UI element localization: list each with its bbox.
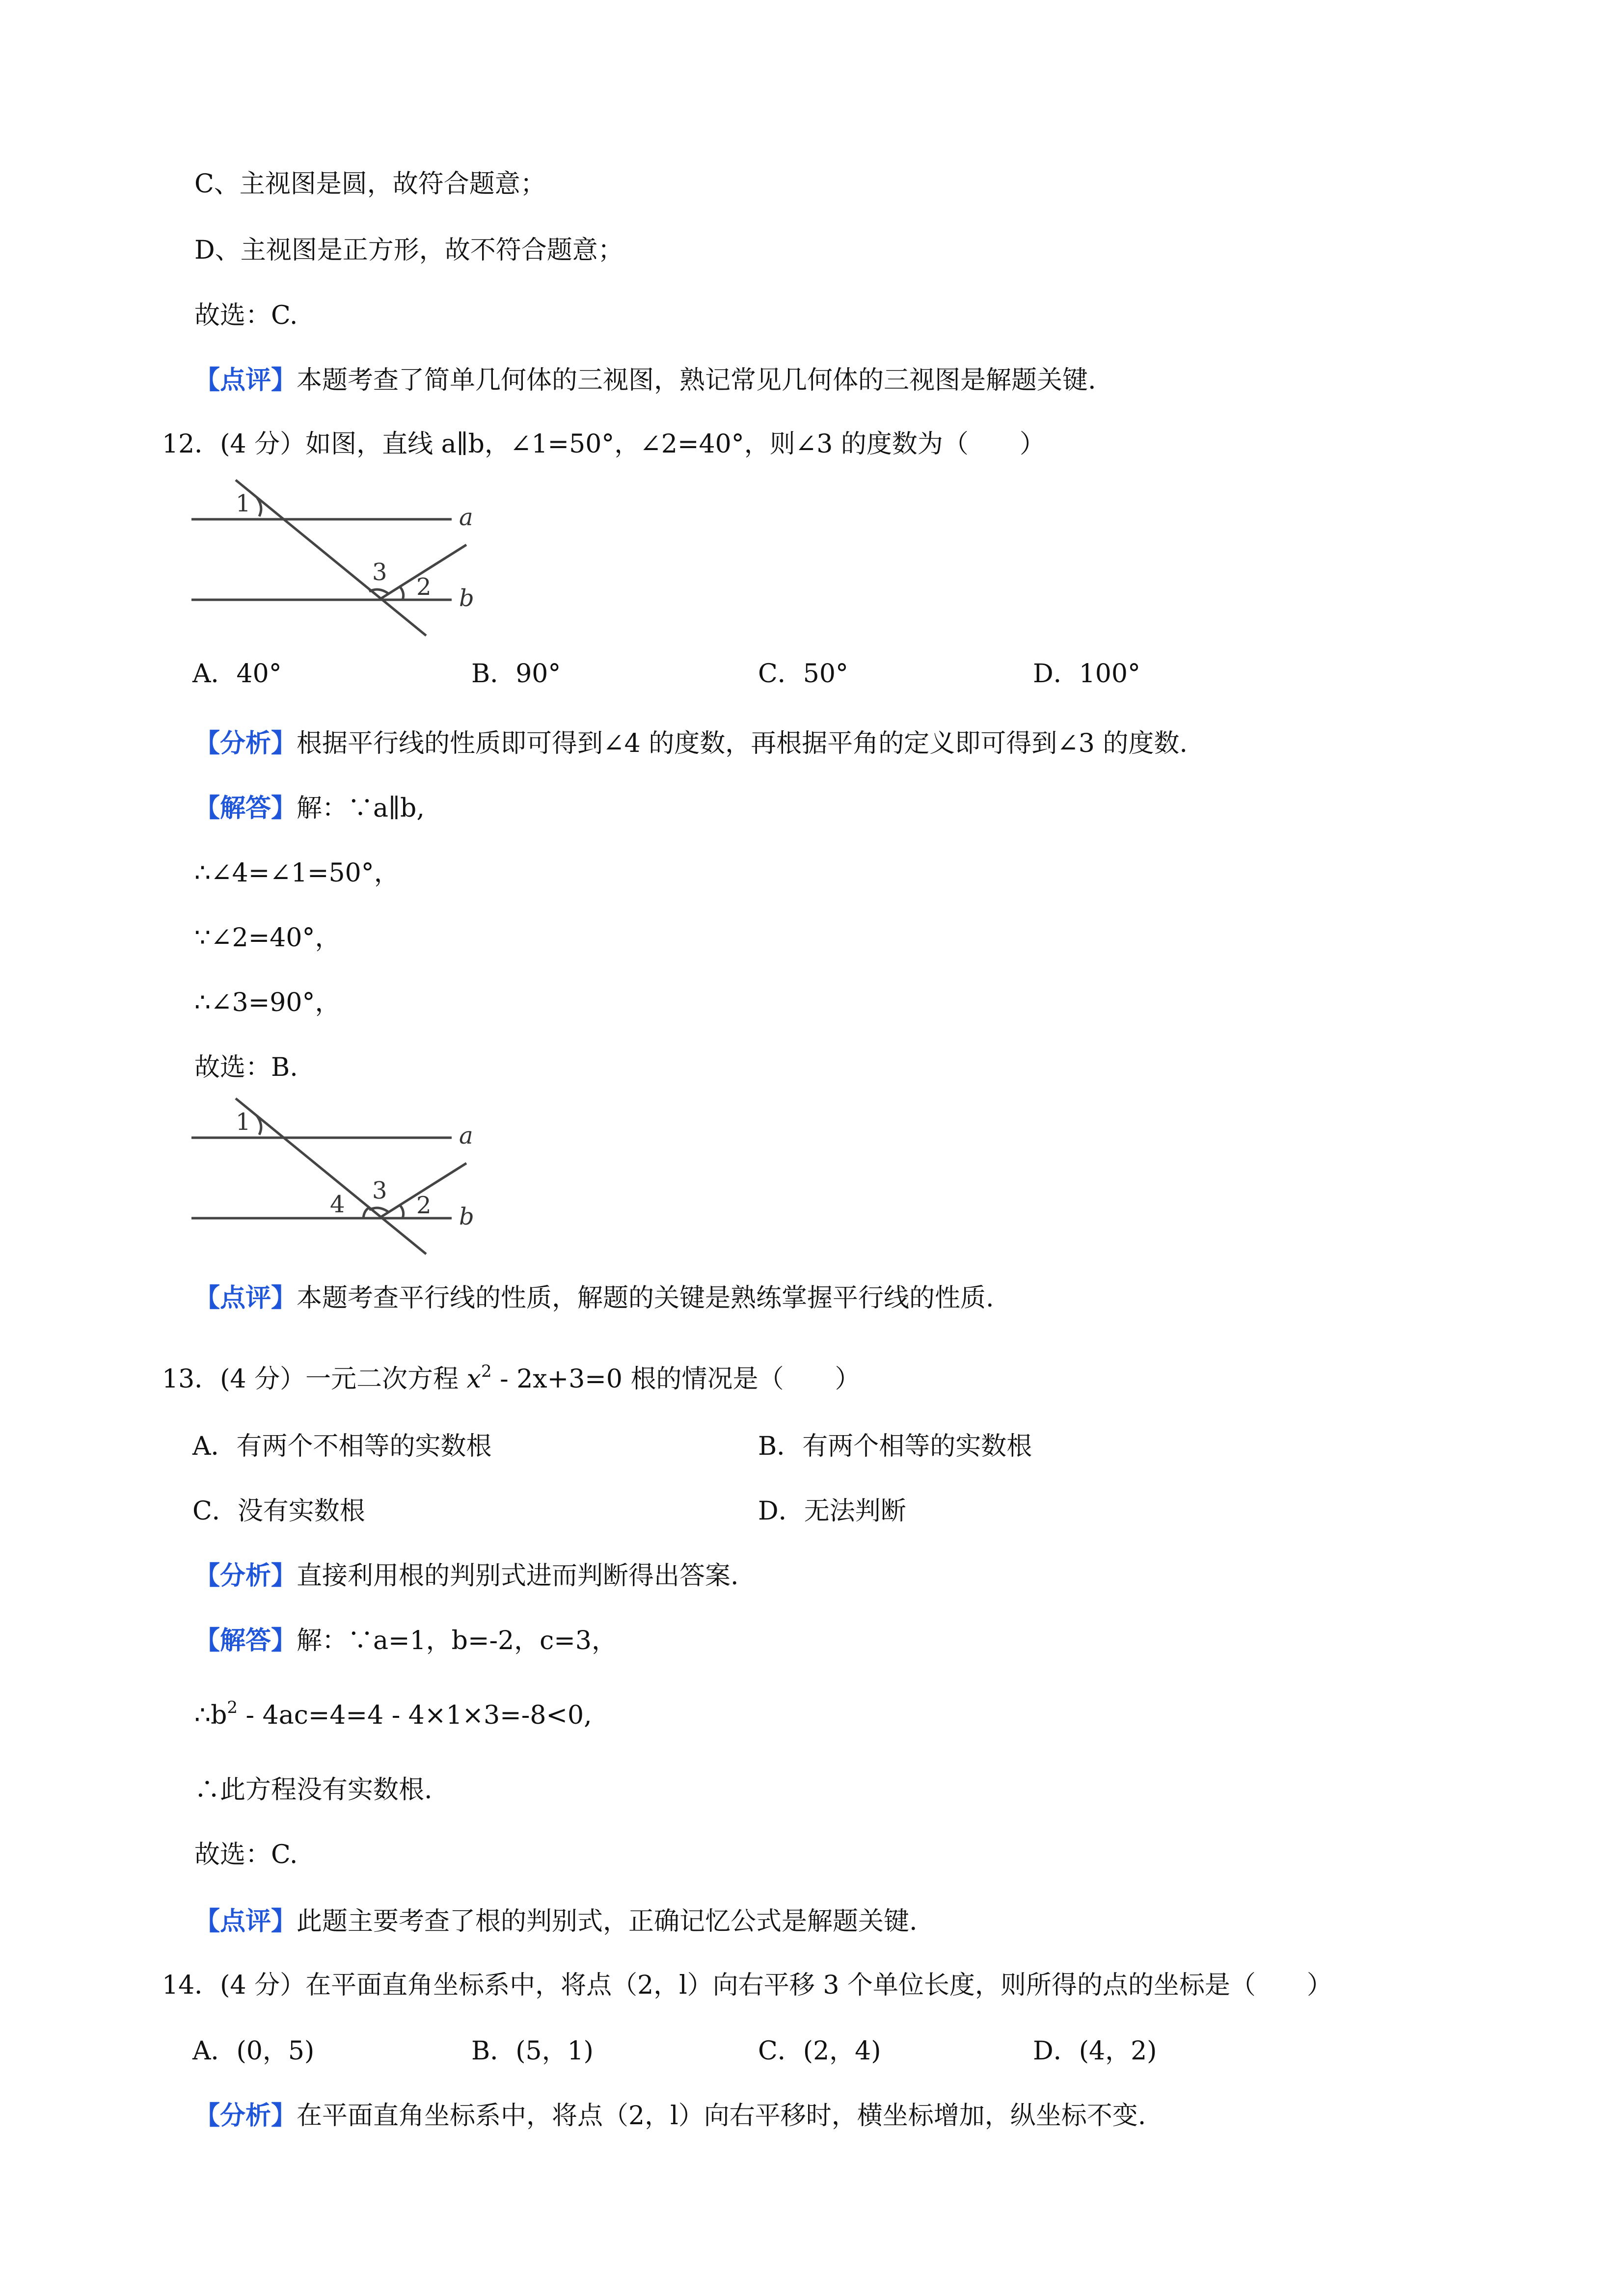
label-3: 3 xyxy=(372,559,387,586)
q14-option-d: D．(4，2) xyxy=(1033,2036,1157,2066)
label-1: 1 xyxy=(236,490,251,517)
label-2: 2 xyxy=(416,1192,432,1219)
q12-option-b: B．90° xyxy=(471,659,561,689)
q11-comment: 【点评】本题考查了简单几何体的三视图，熟记常见几何体的三视图是解题关键. xyxy=(194,365,1096,395)
q12-answer-line-3: ∵∠2=40°， xyxy=(194,923,341,953)
q13-answer-line-3: ∴此方程没有实数根. xyxy=(194,1775,433,1805)
q13-option-b: B．有两个相等的实数根 xyxy=(758,1432,1032,1461)
q12-option-d: D．100° xyxy=(1033,659,1140,689)
transversal xyxy=(236,480,426,636)
q12-option-c: C．50° xyxy=(758,659,848,689)
q13-answer-line-1: 【解答】解：∵a=1，b=-2，c=3， xyxy=(194,1626,617,1655)
q14-option-a: A．(0，5) xyxy=(192,2036,315,2066)
q12-answer-line-4: ∴∠3=90°， xyxy=(194,988,341,1017)
q13-stem: 13．(4 分）一元二次方程 $x^2 - 2x+3=0$ 根的情况是（ ） xyxy=(162,1362,861,1394)
q12-comment: 【点评】本题考查平行线的性质，解题的关键是熟练掌握平行线的性质. xyxy=(194,1283,994,1313)
label-1: 1 xyxy=(236,1108,251,1136)
label-a: a xyxy=(459,1122,473,1149)
q14-option-b: B．(5，1) xyxy=(471,2036,594,2066)
q12-option-a: A．40° xyxy=(192,659,282,689)
q11-option-d-analysis: D、主视图是正方形，故不符合题意； xyxy=(194,236,623,265)
label-a: a xyxy=(459,504,473,531)
angle-2-arc xyxy=(400,587,404,600)
q13-option-d: D．无法判断 xyxy=(758,1496,906,1526)
q13-analysis: 【分析】直接利用根的判别式进而判断得出答案. xyxy=(194,1561,739,1591)
angle-2-arc xyxy=(400,1205,404,1218)
q13-option-c: C．没有实数根 xyxy=(192,1496,365,1526)
q14-analysis: 【分析】在平面直角坐标系中，将点（2，l）向右平移时，横坐标增加，纵坐标不变. xyxy=(194,2101,1146,2131)
q12-figure-2 xyxy=(187,1090,491,1271)
label-b: b xyxy=(459,1203,474,1230)
q12-choice: 故选：B. xyxy=(194,1053,298,1082)
label-b: b xyxy=(459,585,474,612)
q12-answer-line-2: ∴∠4=∠1=50°， xyxy=(194,858,400,888)
q13-option-a: A．有两个不相等的实数根 xyxy=(192,1432,492,1461)
q14-stem: 14．(4 分）在平面直角坐标系中，将点（2，l）向右平移 3 个单位长度，则所得的点的坐标是（ ） xyxy=(162,1971,1332,2000)
label-2: 2 xyxy=(416,573,432,601)
q11-option-c-analysis: C、主视图是圆，故符合题意； xyxy=(194,169,546,199)
q12-answer-line-1: 【解答】解：∵a∥b, xyxy=(194,793,425,823)
label-4: 4 xyxy=(330,1191,345,1218)
q13-comment: 【点评】此题主要考查了根的判别式，正确记忆公式是解题关键. xyxy=(194,1906,918,1936)
q12-analysis: 【分析】根据平行线的性质即可得到∠4 的度数，再根据平角的定义即可得到∠3 的度数. xyxy=(194,728,1188,758)
q13-answer-line-2: $\therefore b^2 - 4ac=4=4 - 4\times 1\times 3=-8<0$, xyxy=(194,1698,592,1730)
q12-stem: 12．(4 分）如图，直线 a∥b，∠1=50°，∠2=40°，则∠3 的度数为（ ） xyxy=(162,429,1045,459)
transversal xyxy=(236,1098,426,1254)
q13-choice: 故选：C. xyxy=(194,1840,298,1869)
q12-figure-1 xyxy=(187,471,491,653)
q14-option-c: C．(2，4) xyxy=(758,2036,881,2066)
q11-choice: 故选：C. xyxy=(194,301,298,330)
label-3: 3 xyxy=(372,1177,387,1204)
angle-4-arc xyxy=(363,1207,370,1218)
